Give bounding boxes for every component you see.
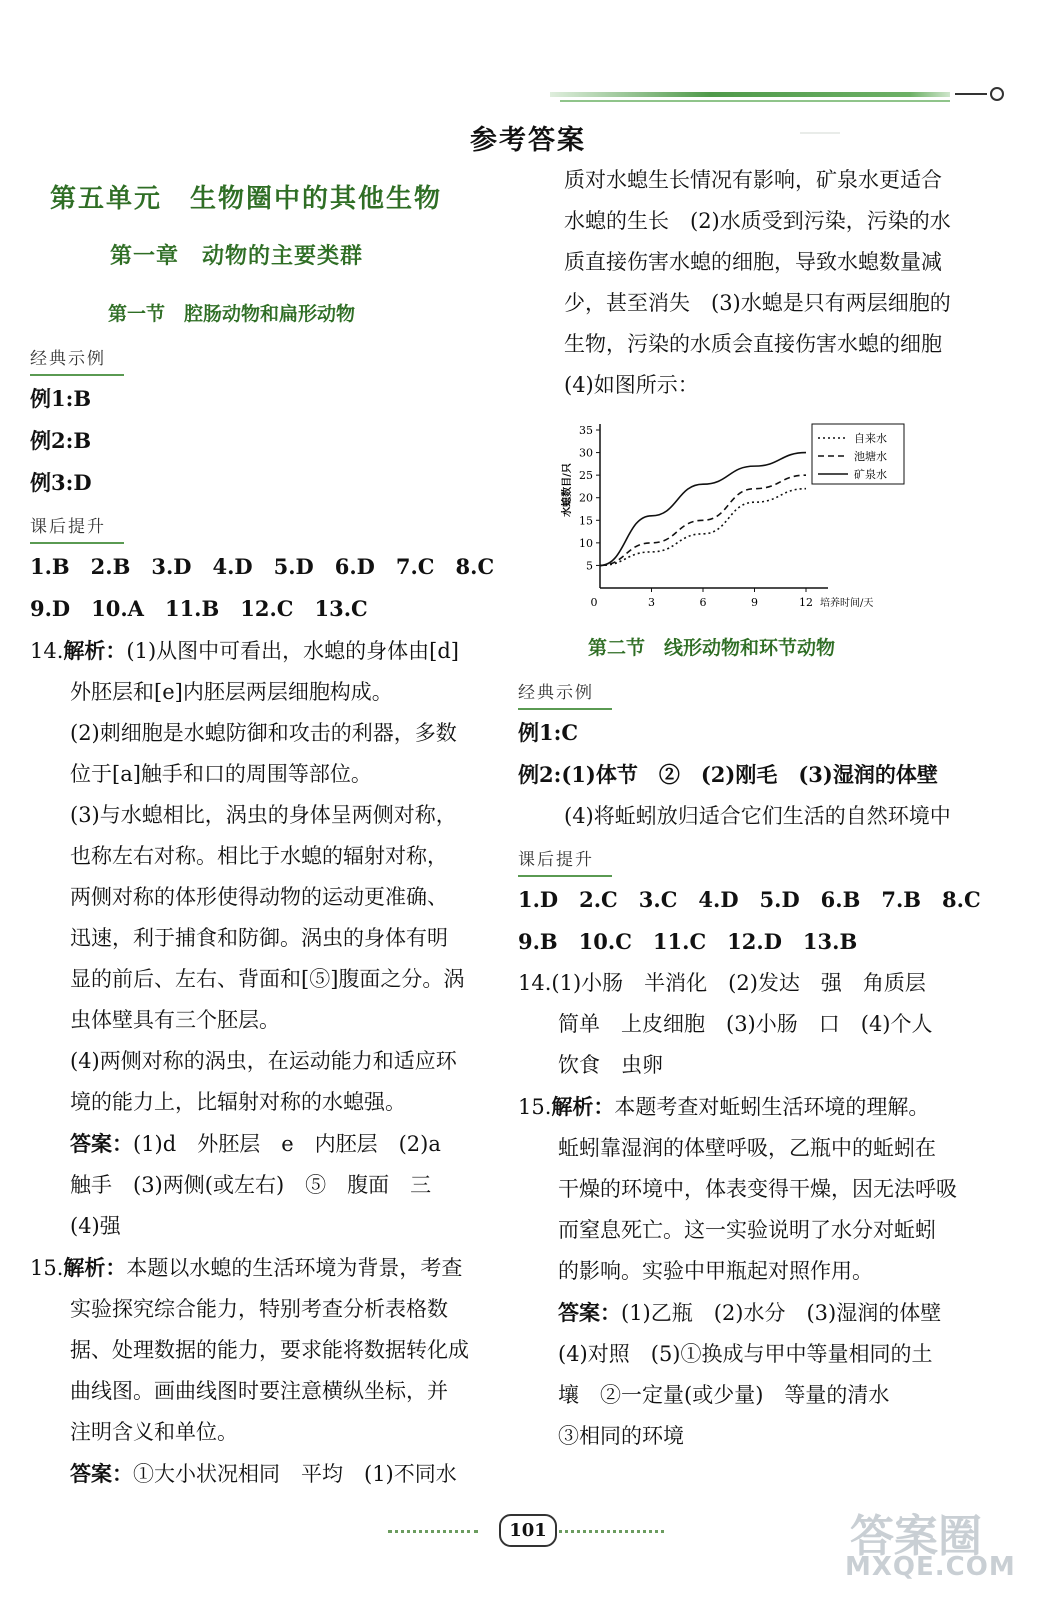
q15-cont-line: 质直接伤害水螅的细胞，导致水螅数量减: [564, 250, 942, 274]
q15-answer-line: 答案：①大小状况相同 平均 (1)不同水: [70, 1461, 457, 1486]
q14-line: 境的能力上，比辐射对称的水螅强。: [70, 1090, 406, 1114]
header-dash: [955, 93, 987, 95]
y-tick-label: 35: [579, 424, 593, 437]
y-tick-label: 5: [586, 559, 593, 573]
x-tick-label: 0: [590, 596, 598, 609]
y-tick-label: 10: [579, 536, 593, 550]
unit-heading: 第五单元 生物圈中的其他生物: [50, 184, 443, 214]
y-tick-label: 20: [579, 491, 593, 505]
q14-line: 14.解析：(1)从图中可看出，水螅的身体由[d]: [30, 638, 459, 663]
example-line: 例1:C: [518, 720, 579, 745]
title-separator: [800, 132, 840, 134]
q15-line: 15.解析：本题以水螅的生活环境为背景，考查: [30, 1255, 463, 1280]
q15-answer-line: 答案：(1)乙瓶 (2)水分 (3)湿润的体壁: [558, 1300, 942, 1325]
y-tick-label: 30: [579, 446, 593, 460]
q15-line: 干燥的环境中，体表变得干燥，因无法呼吸: [558, 1177, 957, 1201]
header-rule-thin: [560, 100, 950, 102]
q15-answer-line: (4)对照 (5)①换成与甲中等量相同的土: [558, 1342, 933, 1366]
example-line: 例3:D: [30, 470, 92, 495]
q15-line: 15.解析：本题考查对蚯蚓生活环境的理解。: [518, 1094, 930, 1119]
x-tick-label: 12: [799, 596, 813, 609]
label-practice: 课后提升: [30, 512, 124, 544]
page-number: 101: [0, 1514, 1056, 1547]
answer-row: 9.D 10.A 11.B 12.C 13.C: [30, 596, 368, 621]
q14-line: (2)刺细胞是水螅防御和攻击的利器，多数: [70, 721, 457, 745]
right-column: [518, 160, 981, 1457]
q15-line: 注明含义和单位。: [70, 1420, 238, 1444]
answer-row: 9.B 10.C 11.C 12.D 13.B: [518, 929, 858, 954]
x-tick-label: 6: [699, 596, 707, 609]
q15-answer-line: ③相同的环境: [558, 1424, 684, 1448]
q14-line: 也称左右对称。相比于水螅的辐射对称，: [70, 844, 448, 868]
q14-line: 两侧对称的体形使得动物的运动更准确、: [70, 885, 448, 909]
q14-line: (3)与水螅相比，涡虫的身体呈两侧对称，: [70, 803, 457, 827]
answer-row: 1.B 2.B 3.D 4.D 5.D 6.D 7.C 8.C: [30, 554, 495, 579]
left-column: [30, 172, 495, 1495]
y-tick-label: 15: [579, 514, 593, 528]
example-line: 例2:B: [30, 428, 92, 453]
label-examples: 经典示例: [518, 678, 612, 710]
section-heading: 第二节 线形动物和环节动物: [588, 637, 836, 659]
q15-cont-line: 少，甚至消失 (3)水螅是只有两层细胞的: [564, 291, 951, 315]
q15-line: 实验探究综合能力，特别考查分析表格数: [70, 1297, 448, 1321]
y-tick-label: 25: [579, 469, 593, 483]
answer-row: 1.D 2.C 3.C 4.D 5.D 6.B 7.B 8.C: [518, 887, 981, 912]
example-line: 例1:B: [30, 386, 92, 411]
page-title: 参考答案: [470, 125, 586, 156]
q14-answer-line: (4)强: [70, 1214, 121, 1238]
q15-line: 而窒息死亡。这一实验说明了水分对蚯蚓: [558, 1218, 936, 1242]
x-tick-label: 3: [648, 596, 655, 609]
label-examples: 经典示例: [30, 344, 124, 376]
q14-line: 迅速，利于捕食和防御。涡虫的身体有明: [70, 926, 448, 950]
legend-label: 池塘水: [854, 450, 887, 463]
legend-label: 矿泉水: [854, 468, 887, 481]
label-practice: 课后提升: [518, 845, 612, 877]
q14-line: 14.(1)小肠 半消化 (2)发达 强 角质层: [518, 971, 926, 995]
q15-answer-line: 壤 ②一定量(或少量) 等量的清水: [558, 1383, 890, 1407]
q15-line: 曲线图。画曲线图时要注意横纵坐标，并: [70, 1379, 448, 1403]
q15-line: 据、处理数据的能力，要求能将数据转化成: [70, 1338, 469, 1362]
y-axis-label: 水螅数目/只: [562, 463, 573, 517]
q15-cont-line: 生物，污染的水质会直接伤害水螅的细胞: [564, 332, 942, 356]
section-heading: 第一节 腔肠动物和扁形动物: [108, 303, 356, 325]
q15-cont-line: 质对水螅生长情况有影响，矿泉水更适合: [564, 168, 942, 192]
watermark-url: MXQE.COM: [845, 1552, 1016, 1582]
header-circle-icon: [990, 87, 1004, 101]
q14-line: 显的前后、左右、背面和[⑤]腹面之分。涡: [70, 967, 465, 991]
q14-line: 简单 上皮细胞 (3)小肠 口 (4)个人: [558, 1012, 933, 1036]
q15-line: 蚯蚓靠湿润的体壁呼吸，乙瓶中的蚯蚓在: [558, 1136, 936, 1160]
q14-line: (4)两侧对称的涡虫，在运动能力和适应环: [70, 1049, 457, 1073]
example-line: 例2:(1)体节 ② (2)刚毛 (3)湿润的体壁: [518, 762, 938, 787]
q15-cont-line: (4)如图所示：: [564, 373, 699, 397]
q14-answer-line: 答案：(1)d 外胚层 e 内胚层 (2)a: [70, 1131, 441, 1156]
q15-line: 的影响。实验中甲瓶起对照作用。: [558, 1259, 873, 1283]
x-axis-label: 培养时间/天: [820, 598, 874, 609]
chapter-heading: 第一章 动物的主要类群: [110, 244, 364, 269]
q15-cont-line: 水螅的生长 (2)水质受到污染，污染的水: [564, 209, 951, 233]
series-line-池塘水: [600, 475, 806, 565]
series-line-矿泉水: [600, 453, 806, 566]
legend-label: 自来水: [854, 432, 887, 445]
line-chart: [556, 420, 916, 620]
example-line: (4)将蚯蚓放归适合它们生活的自然环境中: [564, 804, 951, 828]
q14-line: 外胚层和[e]内胚层两层细胞构成。: [70, 680, 393, 704]
series-line-自来水: [600, 489, 806, 566]
watermark-logo: 答案圈: [850, 1511, 982, 1562]
x-tick-label: 9: [751, 596, 758, 609]
q14-answer-line: 触手 (3)两侧(或左右) ⑤ 腹面 三: [70, 1173, 432, 1197]
q14-line: 虫体壁具有三个胚层。: [70, 1008, 280, 1032]
header-rule: [550, 92, 950, 97]
q14-line: 饮食 虫卵: [558, 1053, 663, 1077]
q14-line: 位于[a]触手和口的周围等部位。: [70, 762, 372, 786]
